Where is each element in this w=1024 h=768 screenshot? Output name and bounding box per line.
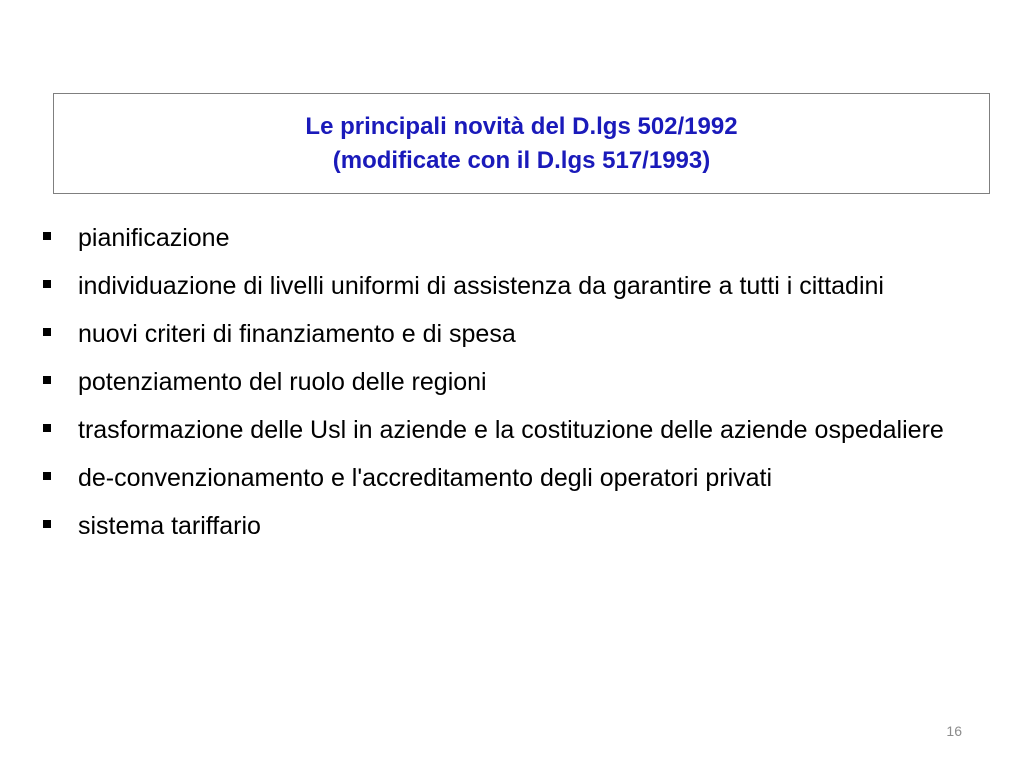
bullet-text: de-convenzionamento e l'accreditamento degli operatori privati xyxy=(78,464,773,492)
bullet-item xyxy=(40,218,980,258)
square-bullet-icon xyxy=(43,280,51,288)
square-bullet-icon xyxy=(43,472,51,480)
square-bullet-icon xyxy=(43,376,51,384)
bullet-item xyxy=(40,458,980,498)
square-bullet-icon xyxy=(43,328,51,336)
bullet-text: trasformazione delle Usl in aziende e la costituzione delle aziende ospedaliere xyxy=(78,416,944,444)
slide-title-line-1: Le principali novità del D.lgs 502/1992 xyxy=(305,112,738,140)
bullet-text: individuazione di livelli uniformi di assistenza da garantire a tutti i cittadini xyxy=(78,272,884,300)
bullet-text: sistema tariffario xyxy=(78,512,261,540)
bullet-item xyxy=(40,314,980,354)
bullet-text: pianificazione xyxy=(78,224,230,252)
title-box xyxy=(53,93,990,194)
bullet-text: nuovi criteri di finanziamento e di spesa xyxy=(78,320,516,348)
page-number: 16 xyxy=(946,723,962,739)
bullet-item xyxy=(40,506,980,546)
bullet-list xyxy=(40,218,980,554)
bullet-text: potenziamento del ruolo delle regioni xyxy=(78,368,487,396)
bullet-item xyxy=(40,266,980,306)
square-bullet-icon xyxy=(43,232,51,240)
square-bullet-icon xyxy=(43,520,51,528)
slide-title-line-2: (modificate con il D.lgs 517/1993) xyxy=(332,146,711,174)
bullet-item xyxy=(40,410,980,450)
square-bullet-icon xyxy=(43,424,51,432)
bullet-item xyxy=(40,362,980,402)
